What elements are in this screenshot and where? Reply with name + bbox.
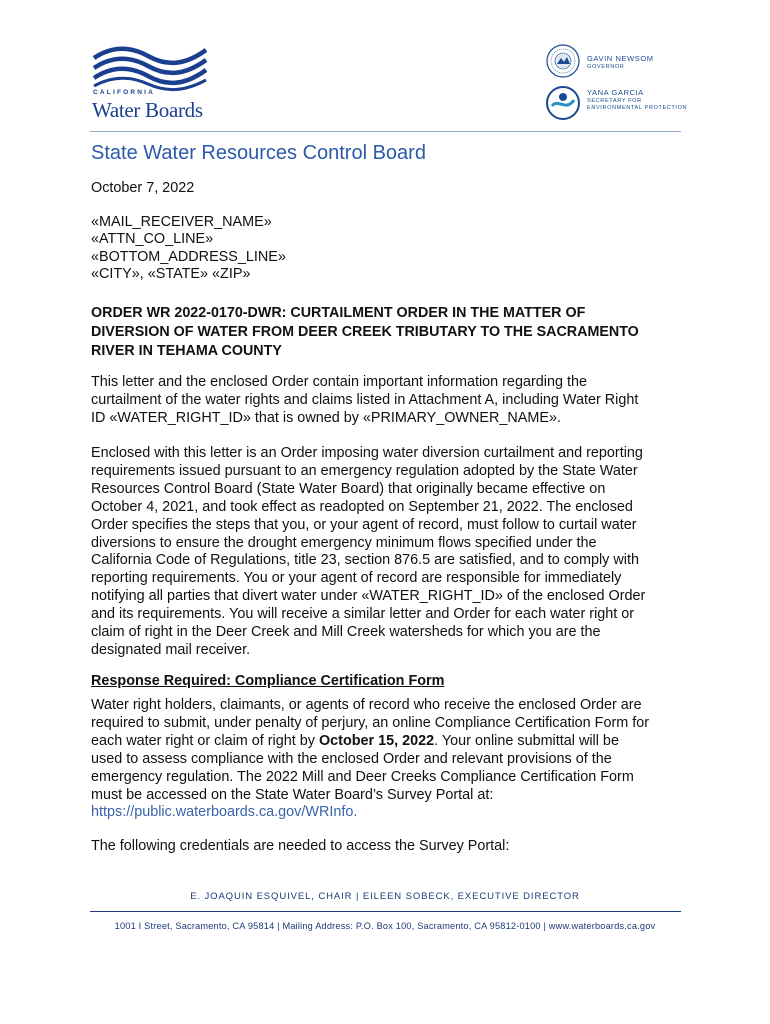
secretary-name: YANA GARCIA bbox=[587, 88, 644, 97]
letter-date: October 7, 2022 bbox=[91, 180, 195, 196]
footer-address: 1001 I Street, Sacramento, CA 95814 | Mailing Address: P.O. Box 100, Sacramento, CA 95812-0100 | www.waterboards.ca.gov bbox=[114, 921, 656, 931]
agency-title: State Water Resources Control Board bbox=[91, 142, 426, 164]
paragraph-line: Enclosed with this letter is an Order imposing water diversion curtailment and reporting bbox=[91, 445, 643, 461]
section-heading: Response Required: Compliance Certification Form bbox=[91, 673, 445, 689]
credentials-paragraph: The following credentials are needed to access the Survey Portal: bbox=[91, 838, 510, 854]
paragraph-line: designated mail receiver. bbox=[91, 641, 251, 658]
paragraph-line bbox=[91, 804, 691, 822]
calepa-logo-icon bbox=[546, 86, 580, 120]
governor-title: GOVERNOR bbox=[587, 64, 625, 70]
paragraph-line: used to assess compliance with the enclosed Order and relevant provisions of the bbox=[91, 750, 612, 767]
paragraph-line: requirements issued pursuant to an emergency regulation adopted by the State Water bbox=[91, 462, 638, 479]
text-span: . Your online submittal will be bbox=[434, 732, 619, 749]
heading-line: RIVER IN TEHAMA COUNTY bbox=[91, 343, 282, 359]
heading-line: DIVERSION OF WATER FROM DEER CREEK TRIBUTARY TO THE SACRAMENTO bbox=[91, 324, 639, 340]
paragraph-line: Water right holders, claimants, or agents of record who receive the enclosed Order are bbox=[91, 697, 642, 713]
secretary-title-1: SECRETARY FOR bbox=[587, 98, 642, 104]
state-seal-icon bbox=[546, 44, 580, 78]
footer-divider bbox=[90, 911, 681, 912]
recipient-address bbox=[91, 214, 286, 284]
governor-name: GAVIN NEWSOM bbox=[587, 54, 654, 63]
paragraph-line: claim of right in the Deer Creek and Mill Creek watersheds for which you are the bbox=[91, 624, 601, 641]
header-divider bbox=[90, 131, 681, 132]
survey-portal-link[interactable]: https://public.waterboards.ca.gov/WRInfo bbox=[91, 804, 354, 821]
paragraph-line: curtailment of the water rights and claims listed in Attachment A, including Water Right bbox=[91, 391, 639, 408]
logo-name-text: Water Boards bbox=[92, 98, 203, 122]
order-heading bbox=[91, 304, 691, 361]
compliance-paragraph bbox=[91, 697, 691, 822]
paragraph-line: must be accessed on the State Water Board’s Survey Portal at: bbox=[91, 786, 494, 803]
paragraph-line: required to submit, under penalty of perjury, an online Compliance Certification Form for bbox=[91, 714, 650, 731]
paragraph-line bbox=[91, 733, 691, 751]
paragraph-line: Order specifies the steps that you, or your agent of record, must follow to curtail water bbox=[91, 516, 637, 533]
order-description-paragraph bbox=[91, 445, 691, 660]
logo-state-text: CALIFORNIA bbox=[93, 89, 156, 96]
paragraph-line: reporting requirements. You or your agent of record are responsible for immediately bbox=[91, 570, 622, 587]
paragraph-line: October 4, 2021, and took effect as readopted on September 21, 2022. The enclosed bbox=[91, 498, 633, 515]
address-line: «ATTN_CO_LINE» bbox=[91, 231, 214, 248]
deadline-date: October 15, 2022 bbox=[318, 732, 435, 749]
paragraph-line: ID «WATER_RIGHT_ID» that is owned by «PRIMARY_OWNER_NAME». bbox=[91, 409, 561, 426]
address-line: «MAIL_RECEIVER_NAME» bbox=[91, 214, 272, 230]
secretary-title-2: ENVIRONMENTAL PROTECTION bbox=[587, 105, 688, 111]
footer-officials: E. JOAQUIN ESQUIVEL, CHAIR | EILEEN SOBECK, EXECUTIVE DIRECTOR bbox=[190, 891, 580, 902]
paragraph-line: This letter and the enclosed Order contain important information regarding the bbox=[91, 374, 587, 390]
heading-line: ORDER WR 2022-0170-DWR: CURTAILMENT ORDER IN THE MATTER OF bbox=[91, 305, 586, 321]
intro-paragraph bbox=[91, 374, 691, 428]
text-span: . bbox=[353, 804, 358, 821]
text-span: each water right or claim of right by bbox=[91, 732, 319, 749]
address-line: «BOTTOM_ADDRESS_LINE» bbox=[91, 248, 286, 265]
address-line: «CITY», «STATE» «ZIP» bbox=[91, 266, 251, 283]
paragraph-line: and its requirements. You will receive a similar letter and Order for each water right or bbox=[91, 606, 635, 623]
paragraph-line: California Code of Regulations, title 23, section 876.5 are satisfied, and to comply with bbox=[91, 552, 639, 569]
paragraph-line: diversions to ensure the drought emergency minimum flows specified under the bbox=[91, 534, 597, 551]
paragraph-line: Resources Control Board (State Water Board) that originally became effective on bbox=[91, 480, 606, 497]
paragraph-line: notifying all parties that divert water under «WATER_RIGHT_ID» of the enclosed Order bbox=[91, 588, 646, 605]
paragraph-line: emergency regulation. The 2022 Mill and Deer Creeks Compliance Certification Form bbox=[91, 768, 634, 785]
